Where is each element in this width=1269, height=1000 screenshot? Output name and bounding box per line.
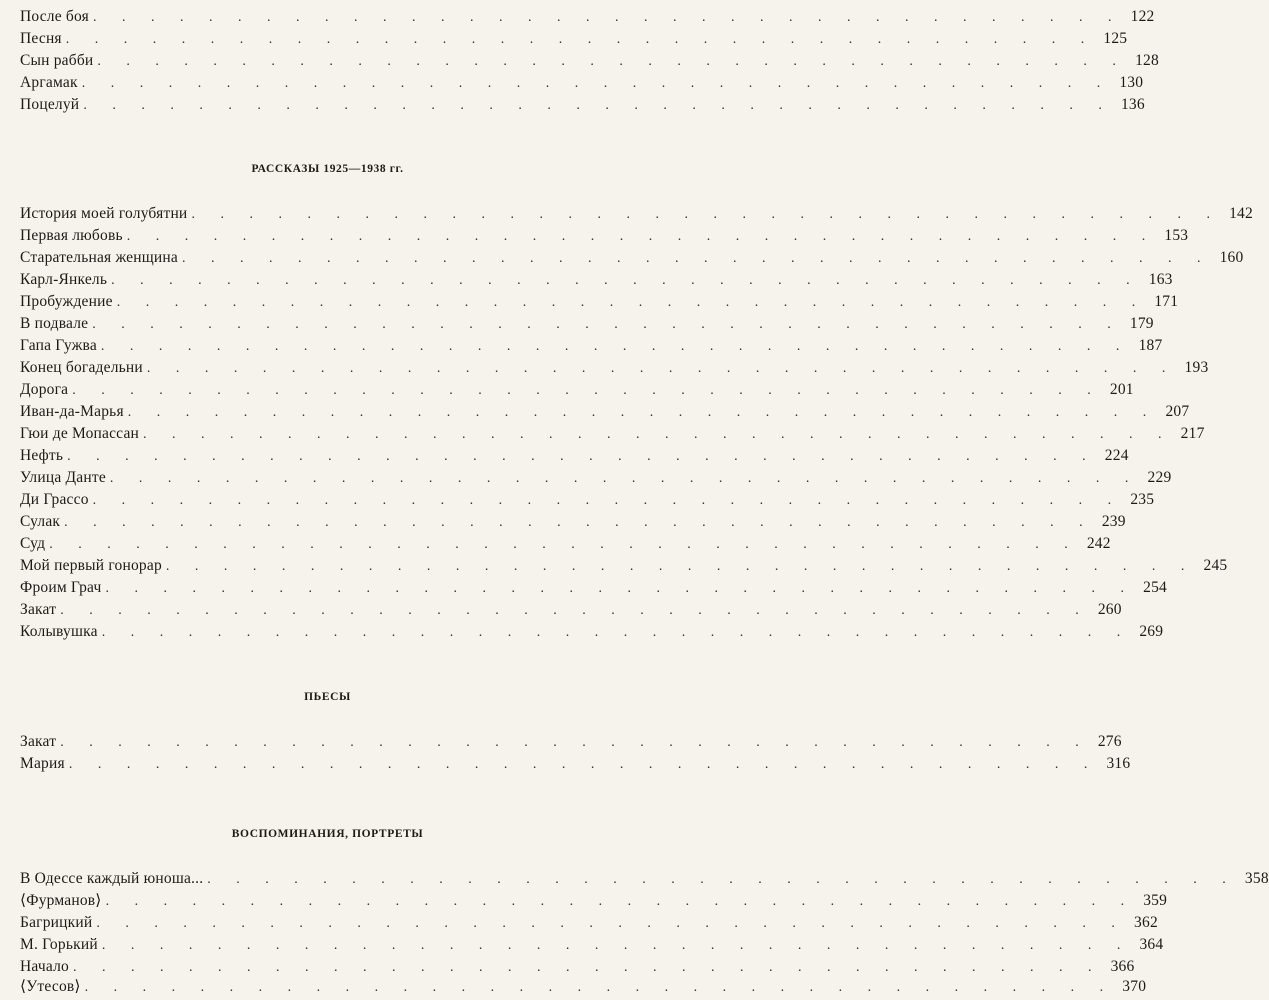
dot-leader: . . . . . . . . . . . . . . . . . . . . . . . . . . . . . . . . . . . . [97, 54, 1127, 69]
toc-entry-title: Нефть [20, 447, 64, 464]
dot-leader: . . . . . . . . . . . . . . . . . . . . . . . . . . . . . . . . . . . . [165, 559, 1196, 574]
toc-entry[interactable] [20, 313, 1154, 335]
toc-entry-title: Суд [20, 535, 46, 552]
toc-entry[interactable] [20, 956, 1135, 978]
toc-entry[interactable] [20, 6, 1155, 28]
dot-leader: . . . . . . . . . . . . . . . . . . . . . . . . . . . . . . . . . . . . [92, 493, 1123, 508]
toc-entry[interactable] [20, 753, 1131, 775]
toc-entry[interactable] [20, 291, 1179, 313]
toc-entry-title: Ди Грассо [20, 491, 89, 508]
toc-entry[interactable] [20, 467, 1172, 489]
dot-leader: . . . . . . . . . . . . . . . . . . . . . . . . . . . . . . . . . . . . [92, 317, 1122, 332]
dot-leader: . . . . . . . . . . . . . . . . . . . . . . . . . . . . . . . . . . . . [68, 757, 1099, 772]
toc-entry-page: 245 [1203, 557, 1228, 574]
section-heading: РАССКАЗЫ 1925—1938 гг. [251, 163, 404, 175]
toc-entry-page: 179 [1129, 315, 1154, 332]
toc-entry-title: Карл-Янкель [20, 271, 108, 288]
toc-entry-title: Песня [20, 30, 62, 47]
dot-leader: . . . . . . . . . . . . . . . . . . . . . . . . . . . . . . . . . . . . [84, 980, 1115, 995]
toc-entry[interactable] [20, 621, 1164, 643]
toc-entry[interactable] [20, 555, 1228, 577]
dot-leader: . . . . . . . . . . . . . . . . . . . . . . . . . . . . . . . . . . . . [181, 251, 1212, 266]
toc-entry-page: 239 [1101, 513, 1126, 530]
dot-leader: . . . . . . . . . . . . . . . . . . . . . . . . . . . . . . . . . . . . [60, 735, 1090, 750]
toc-entry[interactable] [20, 357, 1209, 379]
dot-leader: . . . . . . . . . . . . . . . . . . . . . . . . . . . . . . . . . . . . [83, 98, 1113, 113]
toc-entry[interactable] [20, 203, 1253, 225]
section-heading: ПЬЕСЫ [304, 691, 351, 703]
toc-entry[interactable] [20, 868, 1269, 890]
dot-leader: . . . . . . . . . . . . . . . . . . . . . . . . . . . . . . . . . . . . [60, 603, 1090, 618]
dot-leader: . . . . . . . . . . . . . . . . . . . . . . . . . . . . . . . . . . . . [96, 916, 1126, 931]
dot-leader: . . . . . . . . . . . . . . . . . . . . . . . . . . . . . . . . . . . . [126, 229, 1157, 244]
toc-entry-title: Фроим Грач [20, 579, 102, 596]
toc-entry-page: 125 [1103, 30, 1128, 47]
toc-entry[interactable] [20, 423, 1205, 445]
dot-leader: . . . . . . . . . . . . . . . . . . . . . . . . . . . . . . . . . . . . [64, 515, 1094, 530]
toc-entry-page: 254 [1143, 579, 1168, 596]
dot-leader: . . . . . . . . . . . . . . . . . . . . . . . . . . . . . . . . . . . . [49, 537, 1079, 552]
toc-entry-page: 163 [1148, 271, 1173, 288]
toc-entry[interactable] [20, 511, 1126, 533]
toc-entry-title: Дорога [20, 381, 69, 398]
toc-entry-page: 187 [1138, 337, 1163, 354]
toc-entry-page: 136 [1120, 96, 1145, 113]
toc-entry-page: 364 [1139, 936, 1164, 953]
toc-entry-page: 130 [1119, 74, 1144, 91]
dot-leader: . . . . . . . . . . . . . . . . . . . . . . . . . . . . . . . . . . . . [81, 76, 1112, 91]
toc-entry-title: Иван-да-Марья [20, 403, 124, 420]
toc-entry[interactable] [20, 225, 1189, 247]
toc-entry-page: 224 [1104, 447, 1129, 464]
dot-leader: . . . . . . . . . . . . . . . . . . . . . . . . . . . . . . . . . . . . [101, 625, 1132, 640]
toc-entry[interactable] [20, 577, 1168, 599]
toc-entry[interactable] [20, 912, 1158, 934]
toc-entry[interactable] [20, 731, 1122, 753]
toc-entry-title: Мария [20, 755, 65, 772]
toc-entry-title: Поцелуй [20, 96, 80, 113]
toc-entry-page: 153 [1164, 227, 1189, 244]
toc-entry-page: 217 [1180, 425, 1205, 442]
toc-entry-title: Пробуждение [20, 293, 113, 310]
toc-entry-title: Сулак [20, 513, 61, 530]
toc-entry-title: История моей голубятни [20, 205, 188, 222]
toc-entry-page: 122 [1130, 8, 1155, 25]
toc-entry[interactable] [20, 94, 1145, 116]
dot-leader: . . . . . . . . . . . . . . . . . . . . . . . . . . . . . . . . . . . . [101, 938, 1132, 953]
toc-entry-page: 142 [1229, 205, 1253, 222]
toc-entry[interactable] [20, 934, 1164, 956]
toc-entry[interactable] [20, 50, 1159, 72]
toc-entry[interactable] [20, 335, 1163, 357]
toc-entry-title: В подвале [20, 315, 89, 332]
toc-entry-title: Гюи де Мопассан [20, 425, 140, 442]
dot-leader: . . . . . . . . . . . . . . . . . . . . . . . . . . . . . . . . . . . . [146, 361, 1177, 376]
toc-entry[interactable] [20, 28, 1128, 50]
toc-entry-title: Начало [20, 958, 69, 975]
dot-leader: . . . . . . . . . . . . . . . . . . . . . . . . . . . . . . . . . . . . [65, 32, 1096, 47]
toc-entry-title: Аргамак [20, 74, 78, 91]
toc-entry[interactable] [20, 976, 1147, 998]
toc-entry-page: 316 [1106, 755, 1131, 772]
dot-leader: . . . . . . . . . . . . . . . . . . . . . . . . . . . . . . . . . . . . [100, 339, 1131, 354]
dot-leader: . . . . . . . . . . . . . . . . . . . . . . . . . . . . . . . . . . . . [109, 471, 1140, 486]
toc-entry-page: 366 [1110, 958, 1135, 975]
toc-entry[interactable] [20, 72, 1144, 94]
dot-leader: . . . . . . . . . . . . . . . . . . . . . . . . . . . . . . . . . . . . [111, 273, 1141, 288]
toc-entry-title: ⟨Фурманов⟩ [20, 892, 102, 909]
toc-entry[interactable] [20, 247, 1244, 269]
toc-entry[interactable] [20, 890, 1168, 912]
toc-entry-page: 359 [1143, 892, 1168, 909]
toc-entry-page: 207 [1165, 403, 1190, 420]
toc-entry-title: Колывушка [20, 623, 98, 640]
toc-entry-page: 229 [1147, 469, 1172, 486]
dot-leader: . . . . . . . . . . . . . . . . . . . . . . . . . . . . . . . . . . . . [72, 960, 1103, 975]
dot-leader: . . . . . . . . . . . . . . . . . . . . . . . . . . . . . . . . . . . . [207, 872, 1237, 887]
toc-entry-title: Закат [20, 601, 57, 618]
dot-leader: . . . . . . . . . . . . . . . . . . . . . . . . . . . . . . . . . . . . [191, 207, 1221, 222]
toc-entry-page: 276 [1097, 733, 1122, 750]
toc-entry-page: 128 [1135, 52, 1159, 69]
dot-leader: . . . . . . . . . . . . . . . . . . . . . . . . . . . . . . . . . . . . [116, 295, 1147, 310]
toc-entry-page: 201 [1109, 381, 1134, 398]
section-heading: ВОСПОМИНАНИЯ, ПОРТРЕТЫ [231, 828, 424, 840]
toc-entry-title: Мой первый гонорар [20, 557, 162, 574]
dot-leader: . . . . . . . . . . . . . . . . . . . . . . . . . . . . . . . . . . . . [105, 894, 1136, 909]
toc-entry-page: 160 [1219, 249, 1244, 266]
toc-entry-page: 358 [1244, 870, 1269, 887]
toc-entry-title: Закат [20, 733, 57, 750]
toc-entry-title: Багрицкий [20, 914, 93, 931]
toc-entry-title: В Одессе каждый юноша... [20, 870, 204, 887]
toc-entry[interactable] [20, 379, 1134, 401]
toc-entry-page: 362 [1134, 914, 1158, 931]
toc-entry-title: Сын рабби [20, 52, 94, 69]
toc-entry-title: ⟨Утесов⟩ [20, 978, 81, 995]
toc-entry-page: 370 [1122, 978, 1147, 995]
toc-entry-title: Старательная женщина [20, 249, 178, 266]
toc-entry-title: Гапа Гужва [20, 337, 97, 354]
toc-entry[interactable] [20, 401, 1190, 423]
dot-leader: . . . . . . . . . . . . . . . . . . . . . . . . . . . . . . . . . . . . [143, 427, 1173, 442]
toc-entry[interactable] [20, 533, 1111, 555]
dot-leader: . . . . . . . . . . . . . . . . . . . . . . . . . . . . . . . . . . . . [67, 449, 1097, 464]
toc-entry[interactable] [20, 269, 1173, 291]
toc-entry-page: 242 [1086, 535, 1111, 552]
toc-entry-title: После боя [20, 8, 89, 25]
toc-entry-page: 269 [1139, 623, 1164, 640]
dot-leader: . . . . . . . . . . . . . . . . . . . . . . . . . . . . . . . . . . . . [72, 383, 1102, 398]
toc-entry-page: 171 [1154, 293, 1179, 310]
dot-leader: . . . . . . . . . . . . . . . . . . . . . . . . . . . . . . . . . . . . [105, 581, 1136, 596]
dot-leader: . . . . . . . . . . . . . . . . . . . . . . . . . . . . . . . . . . . . [127, 405, 1158, 420]
toc-entry-page: 193 [1184, 359, 1209, 376]
toc-entry-title: Конец богадельни [20, 359, 143, 376]
toc-entry[interactable] [20, 489, 1155, 511]
toc-entry-page: 260 [1097, 601, 1122, 618]
toc-entry[interactable] [20, 599, 1122, 621]
toc-entry-title: М. Горький [20, 936, 98, 953]
toc-entry-title: Первая любовь [20, 227, 123, 244]
toc-entry-title: Улица Данте [20, 469, 106, 486]
dot-leader: . . . . . . . . . . . . . . . . . . . . . . . . . . . . . . . . . . . . [92, 10, 1123, 25]
toc-entry-page: 235 [1130, 491, 1155, 508]
toc-entry[interactable] [20, 445, 1129, 467]
